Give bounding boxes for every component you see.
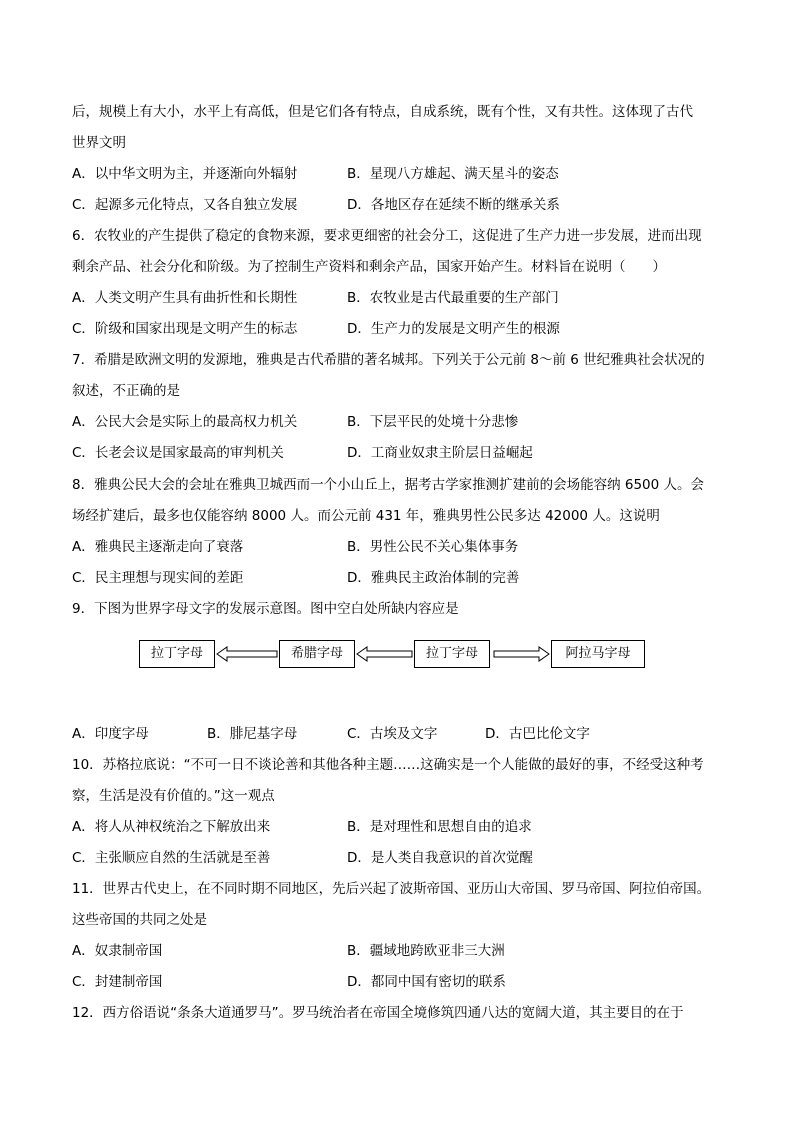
q6-option-d: D．生产力的发展是文明产生的根源 [347,321,560,337]
q6-stem-line2: 剩余产品、社会分化和阶级。为了控制生产资料和剩余产品，国家开始产生。材料旨在说明（ ） [72,259,666,275]
q7-option-c: C．长老会议是国家最高的审判机关 [72,445,284,461]
q5-option-d: D．各地区存在延续不断的继承关系 [347,197,560,213]
q10-option-d: D．是人类自我意识的首次觉醒 [347,850,533,866]
q7-option-a: A．公民大会是实际上的最高权力机关 [72,414,298,430]
q5-option-b: B．星现八方雄起、满天星斗的姿态 [347,166,559,182]
q8-stem-line1: 8．雅典公民大会的会址在雅典卫城西而一个小山丘上，据考古学家推测扩建前的会场能容纳 6500 人。会 [72,477,705,493]
q7-option-b: B．下层平民的处境十分悲惨 [347,414,519,430]
q7-stem-line2: 叙述，不正确的是 [72,383,180,399]
q5-option-c: C．起源多元化特点，又各自独立发展 [72,197,298,213]
q12-stem-line1: 12．西方俗语说“条条大道通罗马”。罗马统治者在帝国全境修筑四通八达的宽阔大道，其主要目的在于 [72,1005,684,1021]
diagram-box-2: 希腊字母 [279,640,355,668]
diagram-box-3: 拉丁字母 [414,640,490,668]
q6-option-b: B．农牧业是古代最重要的生产部门 [347,290,559,306]
q11-option-b: B．疆域地跨欧亚非三大洲 [347,943,505,959]
q6-option-c: C．阶级和国家出现是文明产生的标志 [72,321,298,337]
q9-stem: 9．下图为世界字母文字的发展示意图。图中空白处所缺内容应是 [72,601,459,617]
q10-option-c: C．主张顺应自然的生活就是至善 [72,850,271,866]
q11-option-d: D．都同中国有密切的联系 [347,974,506,990]
arrow-left-icon [357,647,412,661]
q8-stem-line2: 场经扩建后，最多也仅能容纳 8000 人。而公元前 431 年，雅典男性公民多达 42000 人。这说明 [72,508,660,524]
q8-option-c: C．民主理想与现实间的差距 [72,570,244,586]
q10-option-a: A．将人从神权统治之下解放出来 [72,819,271,835]
q8-option-b: B．男性公民不关心集体事务 [347,539,519,555]
q5-stem-line2: 世界文明 [72,135,126,151]
arrow-right-icon [494,647,549,661]
q10-stem-line1: 10．苏格拉底说：“不可一日不谈论善和其他各种主题……这确实是一个人能做的最好的事，不经受这种考 [72,757,704,773]
q5-stem-line1: 后，规模上有大小，水平上有高低，但是它们各有特点，自成系统，既有个性，又有共性。这体现了古代 [72,104,693,120]
q9-option-c: C．古埃及文字 [347,726,438,742]
q11-option-c: C．封建制帝国 [72,974,163,990]
q10-option-b: B．是对理性和思想自由的追求 [347,819,532,835]
q11-stem-line1: 11．世界古代史上，在不同时期不同地区，先后兴起了波斯帝国、亚历山大帝国、罗马帝国、阿拉伯帝国。 [72,881,711,897]
arrow-left-icon [217,647,277,661]
q11-stem-line2: 这些帝国的共同之处是 [72,912,207,928]
q10-stem-line2: 察，生活是没有价值的。”这一观点 [72,788,275,804]
q11-option-a: A．奴隶制帝国 [72,943,163,959]
q8-option-d: D．雅典民主政治体制的完善 [347,570,520,586]
q9-option-a: A．印度字母 [72,726,149,742]
diagram-box-4: 阿拉马字母 [551,640,645,668]
q6-stem-line1: 6．农牧业的产生提供了稳定的食物来源，要求更细密的社会分工，这促进了生产力进一步发展，进而出现 [72,228,702,244]
q6-option-a: A．人类文明产生具有曲折性和长期性 [72,290,298,306]
q9-option-d: D．古巴比伦文字 [485,726,590,742]
q8-option-a: A．雅典民主逐渐走向了衰落 [72,539,244,555]
q5-option-a: A．以中华文明为主，并逐渐向外辐射 [72,166,298,182]
diagram-box-1: 拉丁字母 [139,640,215,668]
q7-stem-line1: 7．希腊是欧洲文明的发源地，雅典是古代希腊的著名城邦。下列关于公元前 8～前 6 世纪雅典社会状况的 [72,352,705,368]
q7-option-d: D．工商业奴隶主阶层日益崛起 [347,445,533,461]
q9-option-b: B．腓尼基字母 [207,726,298,742]
